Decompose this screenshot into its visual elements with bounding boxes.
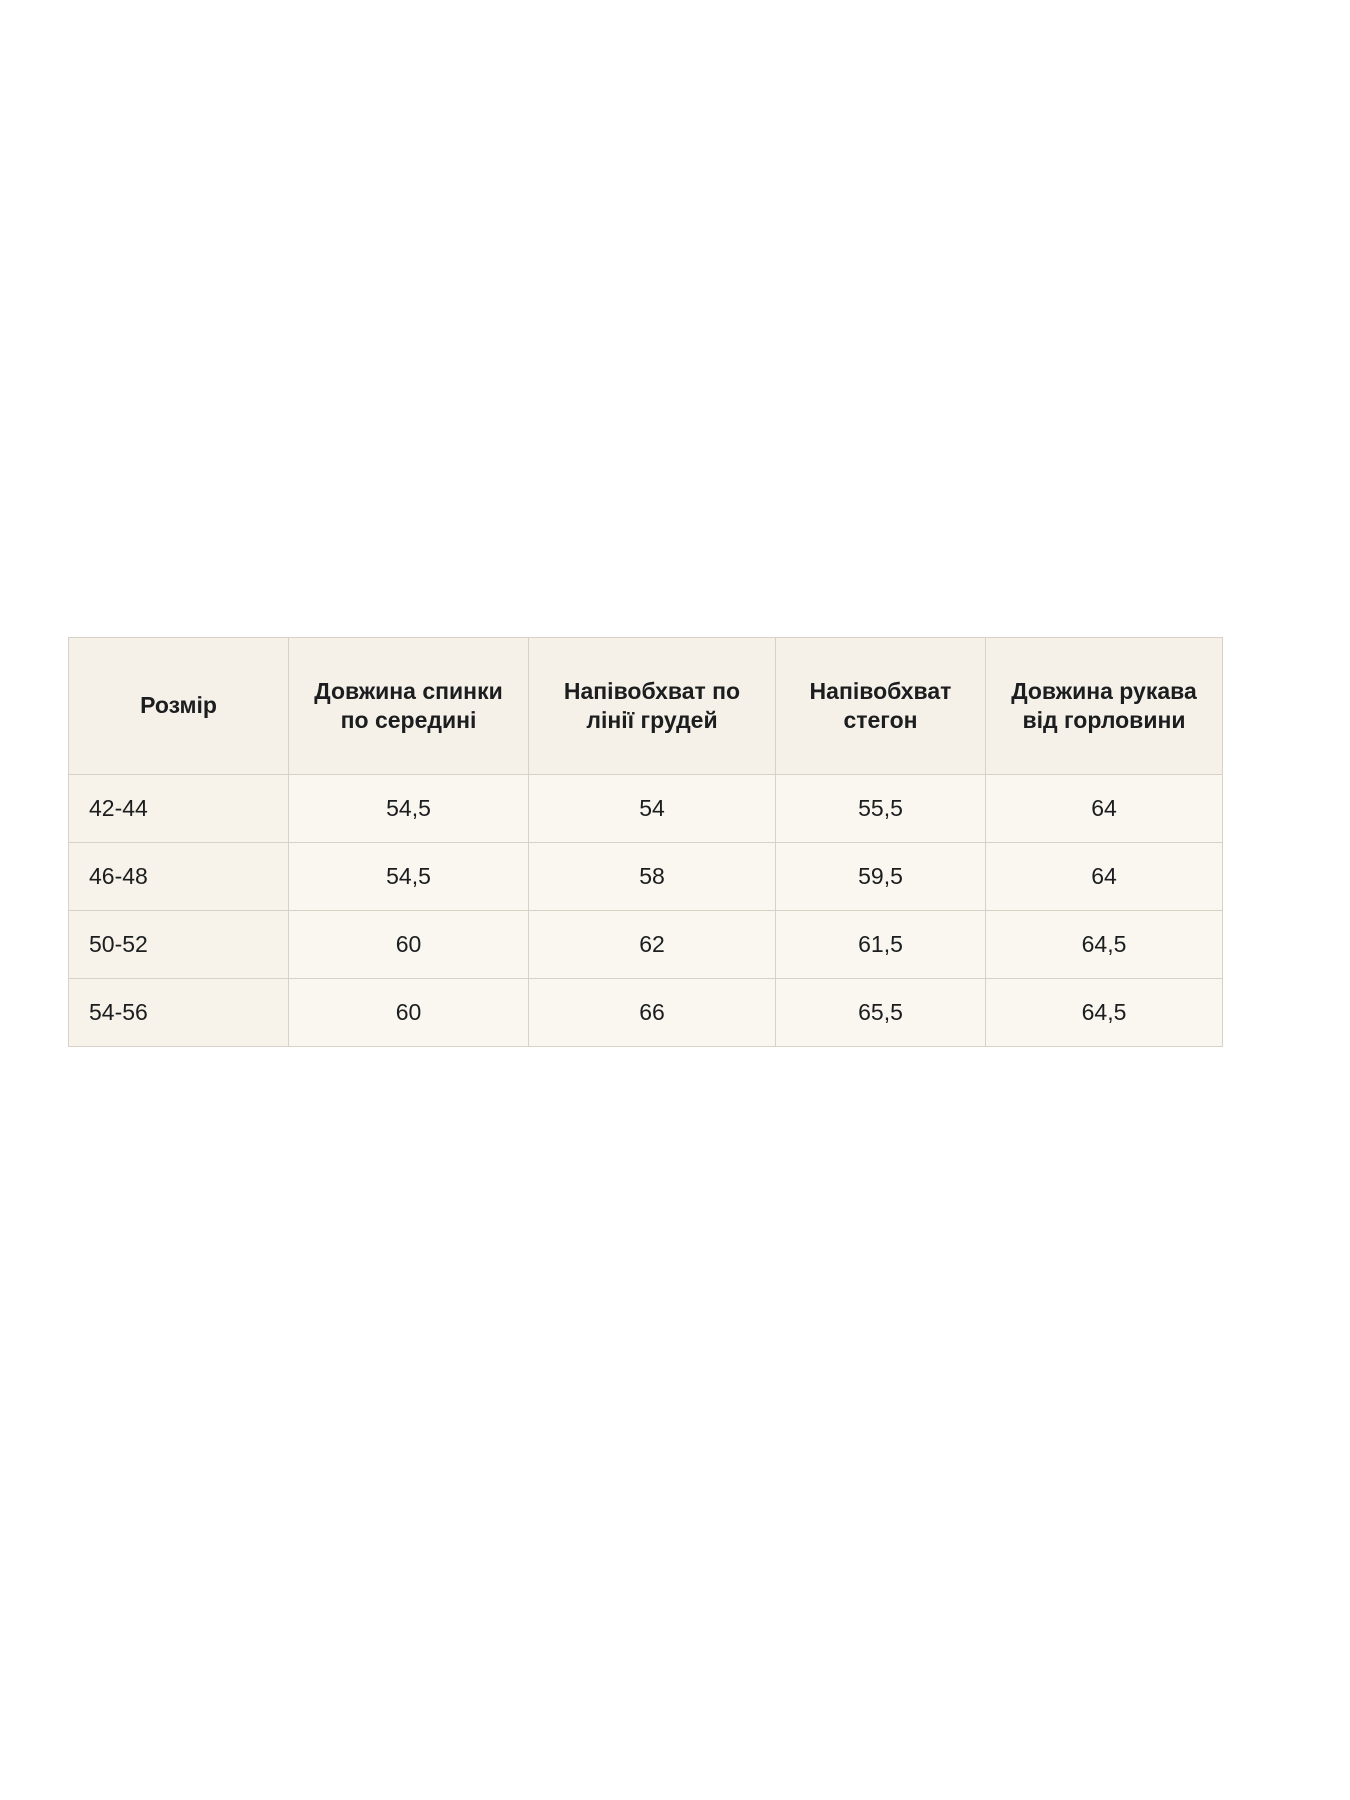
cell-size: 50-52 xyxy=(69,911,289,979)
cell-size: 42-44 xyxy=(69,775,289,843)
cell-sleeve: 64 xyxy=(986,843,1223,911)
size-chart-container xyxy=(68,637,1197,1047)
table-row xyxy=(69,979,1223,1047)
cell-back-length: 60 xyxy=(289,979,529,1047)
cell-chest: 54 xyxy=(529,775,776,843)
column-header-size: Розмір xyxy=(69,638,289,775)
size-chart-table xyxy=(68,637,1223,1047)
cell-sleeve: 64,5 xyxy=(986,979,1223,1047)
cell-sleeve: 64,5 xyxy=(986,911,1223,979)
column-header-chest: Напівобхват по лінії грудей xyxy=(529,638,776,775)
column-header-back-length: Довжина спинки по середині xyxy=(289,638,529,775)
cell-size: 46-48 xyxy=(69,843,289,911)
cell-hip: 59,5 xyxy=(776,843,986,911)
cell-chest: 62 xyxy=(529,911,776,979)
cell-chest: 66 xyxy=(529,979,776,1047)
cell-hip: 65,5 xyxy=(776,979,986,1047)
cell-back-length: 60 xyxy=(289,911,529,979)
column-header-hip: Напівобхват стегон xyxy=(776,638,986,775)
table-row xyxy=(69,843,1223,911)
cell-hip: 55,5 xyxy=(776,775,986,843)
cell-chest: 58 xyxy=(529,843,776,911)
cell-back-length: 54,5 xyxy=(289,775,529,843)
size-chart-body xyxy=(69,775,1223,1047)
table-row xyxy=(69,911,1223,979)
table-row xyxy=(69,775,1223,843)
cell-sleeve: 64 xyxy=(986,775,1223,843)
cell-back-length: 54,5 xyxy=(289,843,529,911)
cell-size: 54-56 xyxy=(69,979,289,1047)
size-chart-header xyxy=(69,638,1223,775)
column-header-sleeve: Довжина рукава від горловини xyxy=(986,638,1223,775)
cell-hip: 61,5 xyxy=(776,911,986,979)
table-header-row xyxy=(69,638,1223,775)
